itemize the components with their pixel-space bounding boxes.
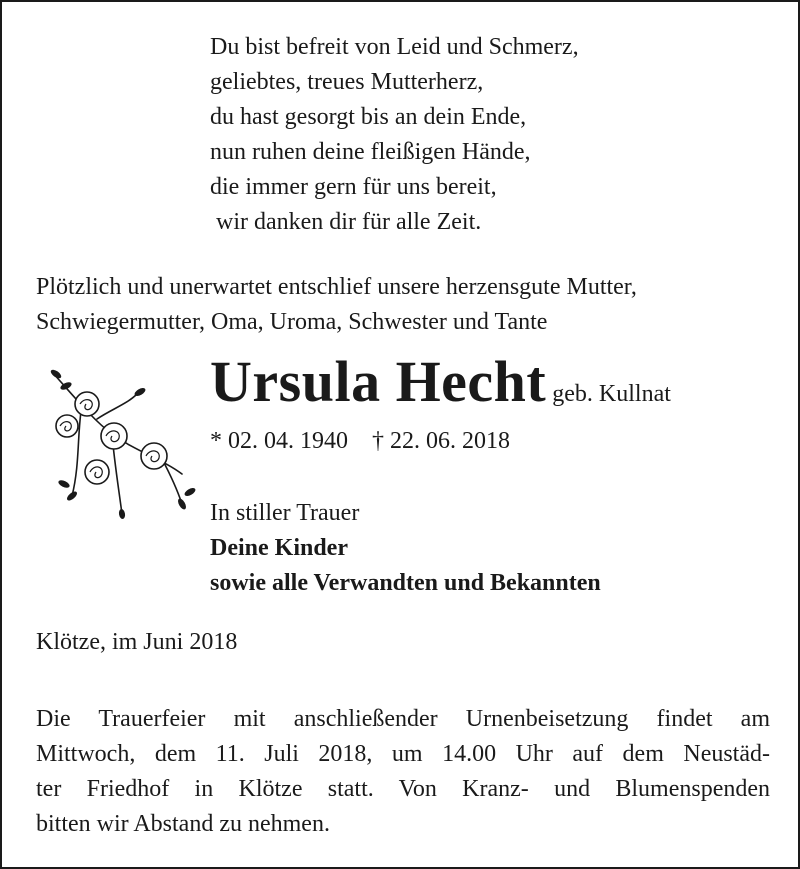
mourners-relatives: sowie alle Verwandten und Bekannten xyxy=(210,570,601,596)
poem-line: wir danken dir für alle Zeit. xyxy=(210,209,482,235)
deceased-name-line xyxy=(210,348,671,415)
intro-text xyxy=(36,270,637,340)
birth-date: * 02. 04. 1940 xyxy=(210,428,348,454)
poem xyxy=(210,30,579,240)
poem-line: Du bist befreit von Leid und Schmerz, xyxy=(210,34,579,60)
poem-line: geliebtes, treues Mutterherz, xyxy=(210,69,484,95)
intro-line: Schwiegermutter, Oma, Uroma, Schwester und Tante xyxy=(36,309,548,335)
maiden-name: geb. Kullnat xyxy=(552,381,671,407)
ceremony-line: Die Trauerfeier mit anschließender Urnenbeisetzung findet am xyxy=(36,706,770,732)
ceremony-line: bitten wir Abstand zu nehmen. xyxy=(36,811,330,837)
mourners xyxy=(210,496,601,601)
mourning-phrase: In stiller Trauer xyxy=(210,500,360,526)
ceremony-line: Mittwoch, dem 11. Juli 2018, um 14.00 Uhr auf dem Neustäd- xyxy=(36,741,770,767)
intro-line: Plötzlich und unerwartet entschlief unsere herzensgute Mutter, xyxy=(36,274,637,300)
rose-branch-icon xyxy=(42,364,202,524)
poem-line: die immer gern für uns bereit, xyxy=(210,174,497,200)
life-dates xyxy=(210,428,510,455)
deceased-name: Ursula Hecht xyxy=(210,349,547,414)
death-date: † 22. 06. 2018 xyxy=(372,428,510,454)
ceremony-line: ter Friedhof in Klötze statt. Von Kranz- und Blumenspenden xyxy=(36,776,770,802)
mourners-children: Deine Kinder xyxy=(210,535,348,561)
poem-line: du hast gesorgt bis an dein Ende, xyxy=(210,104,527,130)
ceremony-info xyxy=(36,702,770,842)
place-date: Klötze, im Juni 2018 xyxy=(36,629,238,655)
poem-line: nun ruhen deine fleißigen Hände, xyxy=(210,139,531,165)
